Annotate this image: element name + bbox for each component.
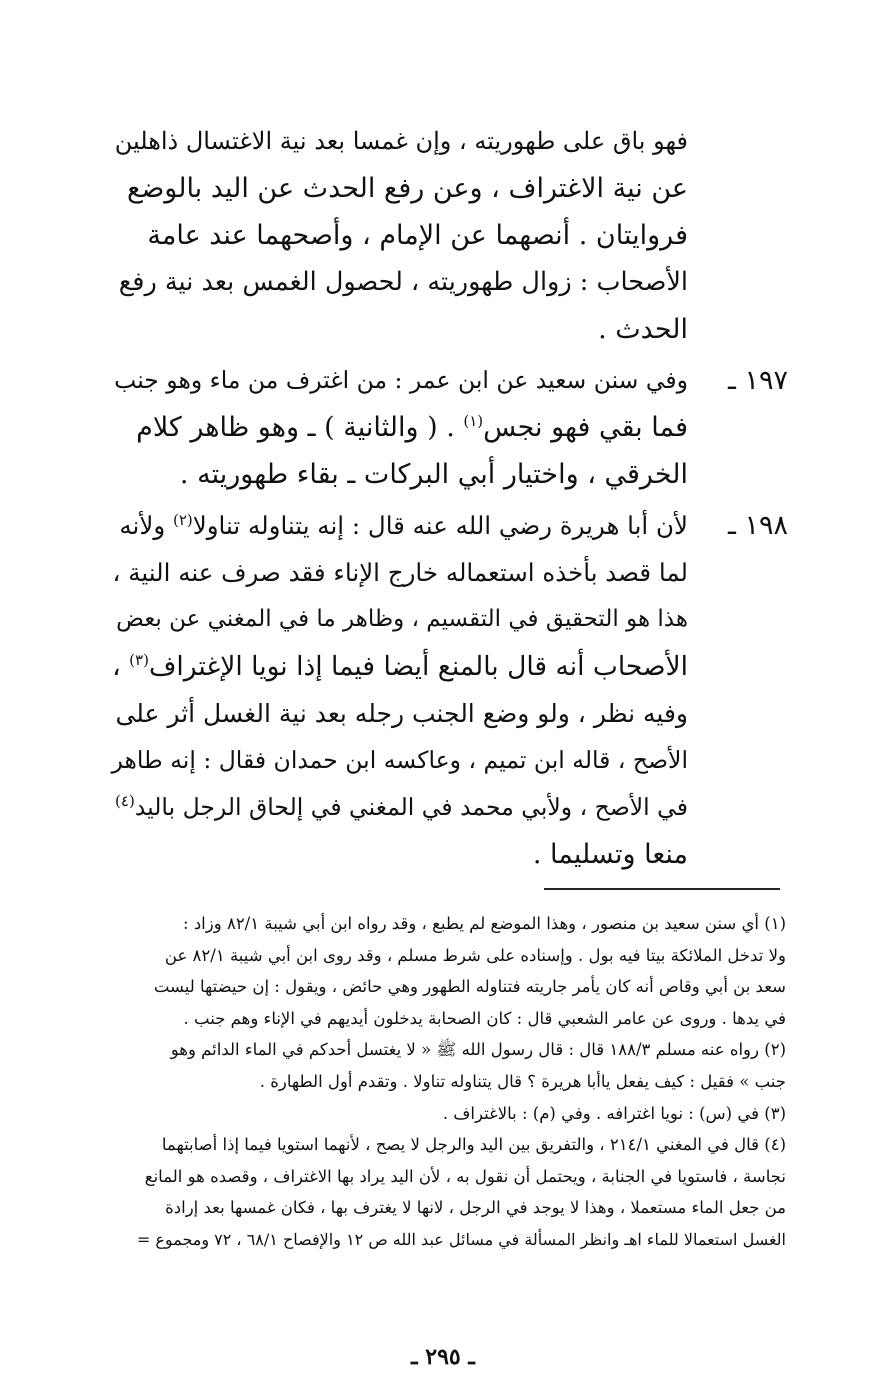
page-number: ـ ٢٩٥ ـ — [411, 1344, 475, 1370]
text-line: منعا وتسليما . — [532, 839, 688, 870]
paragraph-197 — [112, 357, 788, 498]
text-line — [112, 643, 688, 690]
footnote-line: (٤) قال في المغني ٢١٤/١ ، والتفريق بين اليد والرجل لا يصح ، لأنهما استويا فيما إذا أصابتهما — [161, 1135, 786, 1155]
footnote-line: (١) أي سنن سعيد بن منصور ، وهذا الموضع لم يطبع ، وقد رواه ابن أبي شيبة ٨٢/١ وزاد : — [183, 914, 786, 933]
text-run: الأصحاب أنه قال بالمنع أيضا فيما إذا نويا الإغتراف — [148, 651, 688, 682]
text-line — [112, 502, 688, 549]
text-line: فهو باق على طهوريته ، وإن غمسا بعد نية الاغتسال ذاهلين — [114, 127, 688, 155]
text-line: فروايتان . أنصهما عن الإمام ، وأصحهما عند عامة — [147, 220, 688, 251]
footnote-ref: (٢) — [172, 510, 193, 529]
paragraph-number: ١٩٧ ـ — [727, 365, 788, 396]
main-text — [112, 118, 788, 878]
footnote-line: جنب » فقيل : كيف يفعل ياأبا هريرة ؟ قال يتناوله تناولا . وتقدم أول الطهارة . — [259, 1071, 786, 1091]
text-line: وفي سنن سعيد عن ابن عمر : من اغترف من ماء وهو جنب — [114, 366, 688, 394]
text-line: الأصح ، قاله ابن تميم ، وعاكسه ابن حمدان فقال : إنه طاهر — [111, 746, 688, 774]
footnote-ref: (١) — [463, 412, 484, 430]
text-run: ولأنه — [119, 511, 173, 540]
text-run: لأن أبا هريرة رضي الله عنه قال : إنه يتناوله تناولا — [192, 511, 688, 540]
text-line: الخرقي ، واختيار أبي البركات ـ بقاء طهوريته . — [179, 459, 688, 490]
footnote-line: نجاسة ، فاستويا في الجنابة ، ويحتمل أن نقول به ، لأن اليد يراد بها الاغتراف ، وقصده هو المانع — [144, 1166, 786, 1186]
text-line — [112, 784, 688, 831]
footnote-line: (٣) في (س) : نويا اغترافه . وفي (م) : بالاغتراف . — [442, 1103, 786, 1123]
footnote-ref: (٣) — [129, 651, 149, 670]
text-line: لما قصد بأخذه استعماله خارج الإناء فقد صرف عنه النية ، — [112, 558, 688, 587]
footnote-line: الغسل استعمالا للماء اهـ وانظر المسألة في مسائل عبد الله ص ١٢ والإفصاح ٦٨/١ ، ٧٢ ومجموع = — [136, 1229, 786, 1249]
footnote-ref: (٤) — [115, 792, 135, 811]
footnote-line: من جعل الماء مستعملا ، وهذا لا يوجد في الرجل ، لانها لا يغترف بها ، فكان غمسها بعد إرادة — [165, 1198, 786, 1218]
text-line: هذا هو التحقيق في التقسيم ، وظاهر ما في المغني عن بعض — [116, 606, 688, 632]
paragraph-number: ١٩٨ ـ — [727, 510, 788, 541]
text-line: وفيه نظر ، ولو وضع الجنب رجله بعد نية الغسل أثر على — [115, 699, 688, 728]
text-line: الحدث . — [598, 314, 688, 345]
footnotes — [126, 908, 786, 1256]
text-run: في الأصح ، ولأبي محمد في المغني في إلحاق الرجل باليد — [134, 793, 688, 821]
text-run: ، — [112, 651, 130, 682]
text-line: الأصحاب : زوال طهوريته ، لحصول الغمس بعد نية رفع — [118, 267, 688, 297]
footnote-line: سعد بن أبي وقاص أنه كان يأمر جاريته فتناوله الطهور وهي حائض ، ويقول : إن حيضتها ليست — [153, 977, 786, 997]
intro-paragraph — [112, 118, 788, 353]
text-run: . ( والثانية ) ـ وهو ظاهر كلام — [136, 412, 464, 443]
footnote-line: في يدها . وروى عن عامر الشعبي قال : كان الصحابة يدخلون أيديهم في الإناء وهم جنب . — [183, 1008, 786, 1028]
text-line — [112, 404, 688, 451]
footnote-line: (٢) رواه عنه مسلم ١٨٨/٣ قال : قال رسول الله ﷺ « لا يغتسل أحدكم في الماء الدائم وهو — [170, 1040, 786, 1060]
footnote-line: ولا تدخل الملائكة بيتا فيه بول . وإسناده على شرط مسلم ، وقد روى ابن أبي شيبة ٨٢/١ عن — [164, 945, 786, 965]
footnote-divider — [544, 888, 780, 890]
text-line: عن نية الاغتراف ، وعن رفع الحدث عن اليد بالوضع — [126, 173, 688, 204]
paragraph-198 — [112, 502, 788, 878]
text-run: فما بقي فهو نجس — [483, 412, 688, 443]
